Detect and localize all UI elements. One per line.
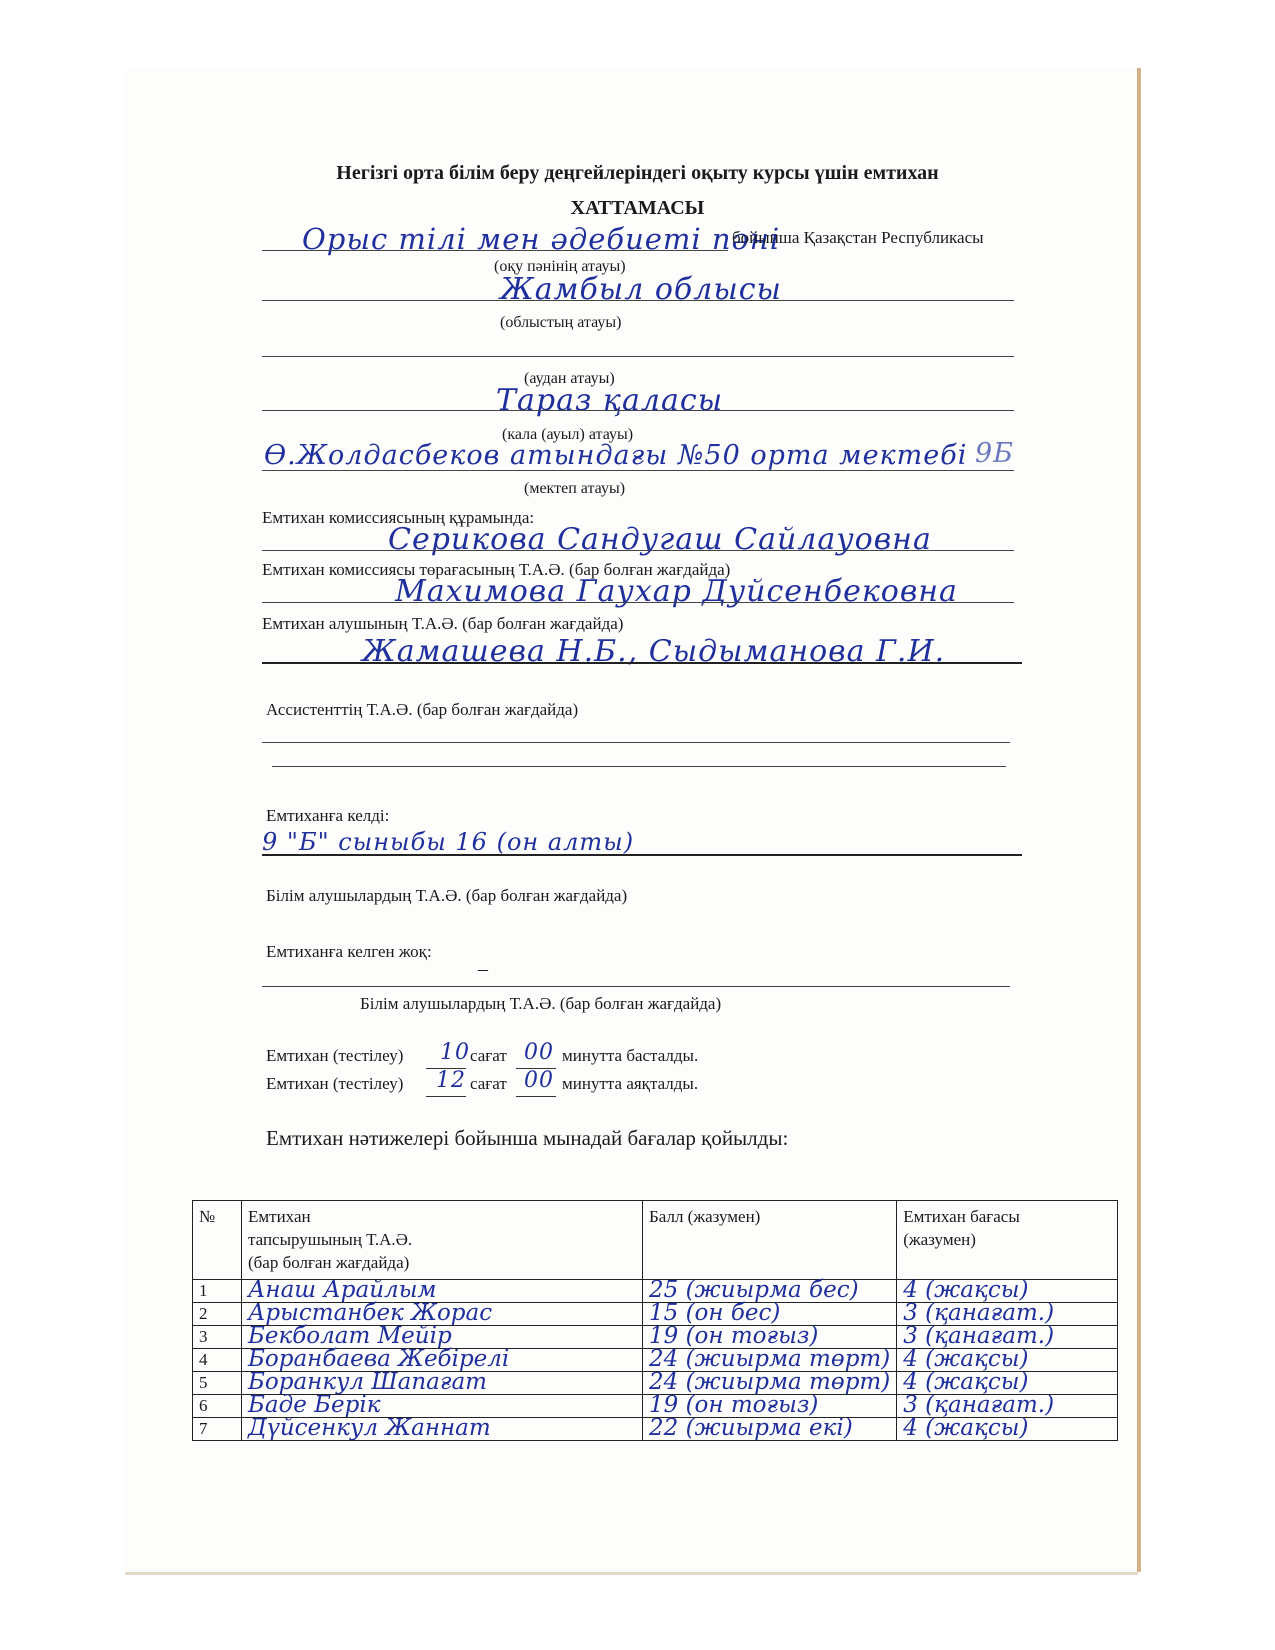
row-num: 5 [193,1372,242,1395]
end-suffix: минутта аяқталды. [562,1074,699,1093]
subject-line [262,250,728,251]
row-name: Дүйсенкул Жаннат [242,1418,643,1441]
start-hour-word: сағат [470,1046,507,1065]
city-value: Тараз қаласы [496,383,724,418]
school-line [262,470,1014,471]
start-minute: 00 [524,1040,554,1065]
header-num: № [193,1201,242,1280]
commission-chair-label: Емтихан комиссиясы төрағасының Т.А.Ә. (бар болған жағдайда) [262,560,731,579]
students-label: Білім алушылардың Т.А.Ә. (бар болған жағдайда) [266,886,628,905]
row-num: 2 [193,1303,242,1326]
end-hour: 12 [436,1068,466,1093]
end-minute-line [516,1096,556,1097]
row-num: 6 [193,1395,242,1418]
table-row [193,1418,1118,1441]
district-line [262,356,1014,357]
assistant-line-2 [272,766,1006,767]
subject-caption: (оқу пәнінің атауы) [494,258,626,275]
row-score: 19 (он тоғыз) [643,1326,897,1349]
row-name: Баде Берік [242,1395,643,1418]
row-grade: 4 (жақсы) [897,1418,1118,1441]
city-line [262,410,1014,411]
commission-label: Емтихан комиссиясының құрамында: [262,508,535,527]
row-score: 15 (он бес) [643,1303,897,1326]
came-label: Емтиханға келді: [266,806,390,825]
row-score: 19 (он тоғыз) [643,1395,897,1418]
school-caption: (мектеп атауы) [524,480,626,497]
results-table [192,1200,1118,1441]
row-grade: 3 (қанағат.) [897,1303,1118,1326]
header-grade: Емтихан бағасы (жазумен) [897,1201,1118,1280]
assistant-label: Ассистенттің Т.А.Ә. (бар болған жағдайда) [266,700,579,719]
row-grade: 3 (қанағат.) [897,1395,1118,1418]
assistant-line-1 [262,742,1010,743]
header-name: Емтихан тапсырушының Т.А.Ә. (бар болған жағдайда) [242,1201,643,1280]
row-num: 7 [193,1418,242,1441]
absent-caption: Білім алушылардың Т.А.Ә. (бар болған жағдайда) [360,994,722,1013]
region-caption: (облыстың атауы) [500,314,622,331]
examiner-line [262,602,1014,603]
row-grade: 4 (жақсы) [897,1280,1118,1303]
row-name: Боранбаева Жебірелі [242,1349,643,1372]
header-score: Балл (жазумен) [643,1201,897,1280]
results-header-row [193,1201,1118,1280]
row-score: 25 (жиырма бес) [643,1280,897,1303]
row-num: 3 [193,1326,242,1349]
document-title-line1: Негізгі орта білім беру деңгейлеріндегі оқыту курсы үшін емтихан [336,162,939,184]
subject-suffix: бойынша Қазақстан Республикасы [732,228,984,247]
row-name: Бекболат Мейір [242,1326,643,1349]
row-name: Боранкул Шапағат [242,1372,643,1395]
row-score: 22 (жиырма екі) [643,1418,897,1441]
end-hour-word: сағат [470,1074,507,1093]
end-prefix: Емтихан (тестілеу) [266,1074,404,1093]
start-hour: 10 [440,1040,470,1065]
document-title-line2: ХАТТАМАСЫ [570,197,705,219]
row-name: Арыстанбек Жорас [242,1303,643,1326]
came-line [262,854,1022,856]
end-hour-line [426,1096,466,1097]
absent-value: – [478,958,488,980]
row-grade: 4 (жақсы) [897,1349,1118,1372]
came-value: 9 "Б" сыныбы 16 (он алты) [262,828,635,856]
examiner-label: Емтихан алушының Т.А.Ә. (бар болған жағдайда) [262,614,624,633]
school-class-mark: 9Б [975,438,1015,469]
absent-line [262,986,1010,987]
assistants-name: Жамашева Н.Б., Сыдыманова Г.И. [362,634,946,669]
row-grade: 3 (қанағат.) [897,1326,1118,1349]
examiner-name: Махимова Гаухар Дуйсенбековна [395,574,958,609]
region-value: Жамбыл облысы [500,272,782,307]
row-grade: 4 (жақсы) [897,1372,1118,1395]
start-suffix: минутта басталды. [562,1046,699,1065]
district-caption: (аудан атауы) [524,370,615,387]
school-value: Ө.Жолдасбеков атындағы №50 орта мектебі [264,440,968,471]
row-score: 24 (жиырма төрт) [643,1349,897,1372]
end-minute: 00 [524,1068,554,1093]
commission-chair-line [262,550,1014,551]
row-num: 4 [193,1349,242,1372]
row-num: 1 [193,1280,242,1303]
start-prefix: Емтихан (тестілеу) [266,1046,404,1065]
city-caption: (кала (ауыл) атауы) [502,426,634,443]
results-heading: Емтихан нәтижелері бойынша мынадай бағалар қойылды: [266,1126,789,1150]
row-score: 24 (жиырма төрт) [643,1372,897,1395]
subject-value: Орыс тілі мен әдебиеті пәні [302,222,781,256]
absent-label: Емтиханға келген жоқ: [266,942,432,961]
row-name: Анаш Арайлым [242,1280,643,1303]
commission-chair-name: Серикова Сандугаш Сайлауовна [388,522,932,557]
assistants-line [262,662,1022,664]
region-line [262,300,1014,301]
